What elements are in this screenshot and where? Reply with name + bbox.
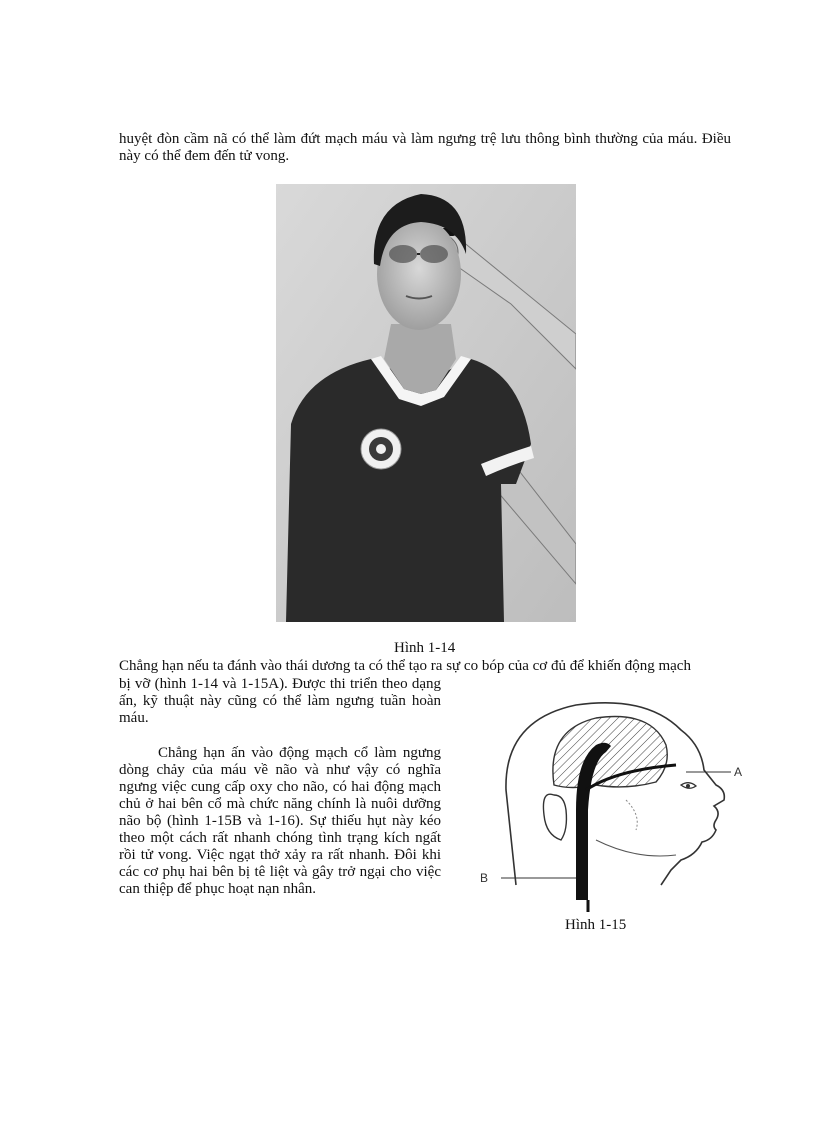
paragraph-press-technique: bị vỡ (hình 1-14 và 1-15A). Được thi triển theo dạng ấn, kỹ thuật này cũng có thể làm ngưng tuần hoàn máu. <box>119 676 441 726</box>
figure-1-14-photo <box>276 184 576 622</box>
paragraph-carotid-press: Chẳng hạn ấn vào động mạch cổ làm ngưng dòng chảy của máu về não và như vậy có nghĩa ngưng việc cung cấp oxy cho não, có hai động mạch chủ ở hai bên cổ mà chức năng chính là nuôi dưỡng não bộ (hình 1-15B và 1-16). Sự thiếu hụt này kéo theo một cách rất nhanh chóng tình trạng kích ngất rồi tử vong. Việc ngạt thở xảy ra rất nhanh. Đôi khi các cơ phụ hai bên bị tê liệt và gây trở ngại cho việc can thiệp để phục hoạt nạn nhân. <box>119 745 441 897</box>
figure-1-15-caption: Hình 1-15 <box>565 917 627 933</box>
label-b: B <box>480 871 489 885</box>
paragraph-intro: huyệt đòn cầm nã có thể làm đứt mạch máu và làm ngưng trệ lưu thông bình thường của máu. Điều này có thể đem đến tử vong. <box>119 131 731 164</box>
figure-1-15-diagram <box>476 690 762 912</box>
paragraph-temple-strike: Chẳng hạn nếu ta đánh vào thái dương ta có thể tạo ra sự co bóp của cơ đủ để khiến động mạch <box>119 658 691 674</box>
figure-1-14-caption: Hình 1-14 <box>394 640 456 656</box>
label-a: A <box>734 765 743 779</box>
